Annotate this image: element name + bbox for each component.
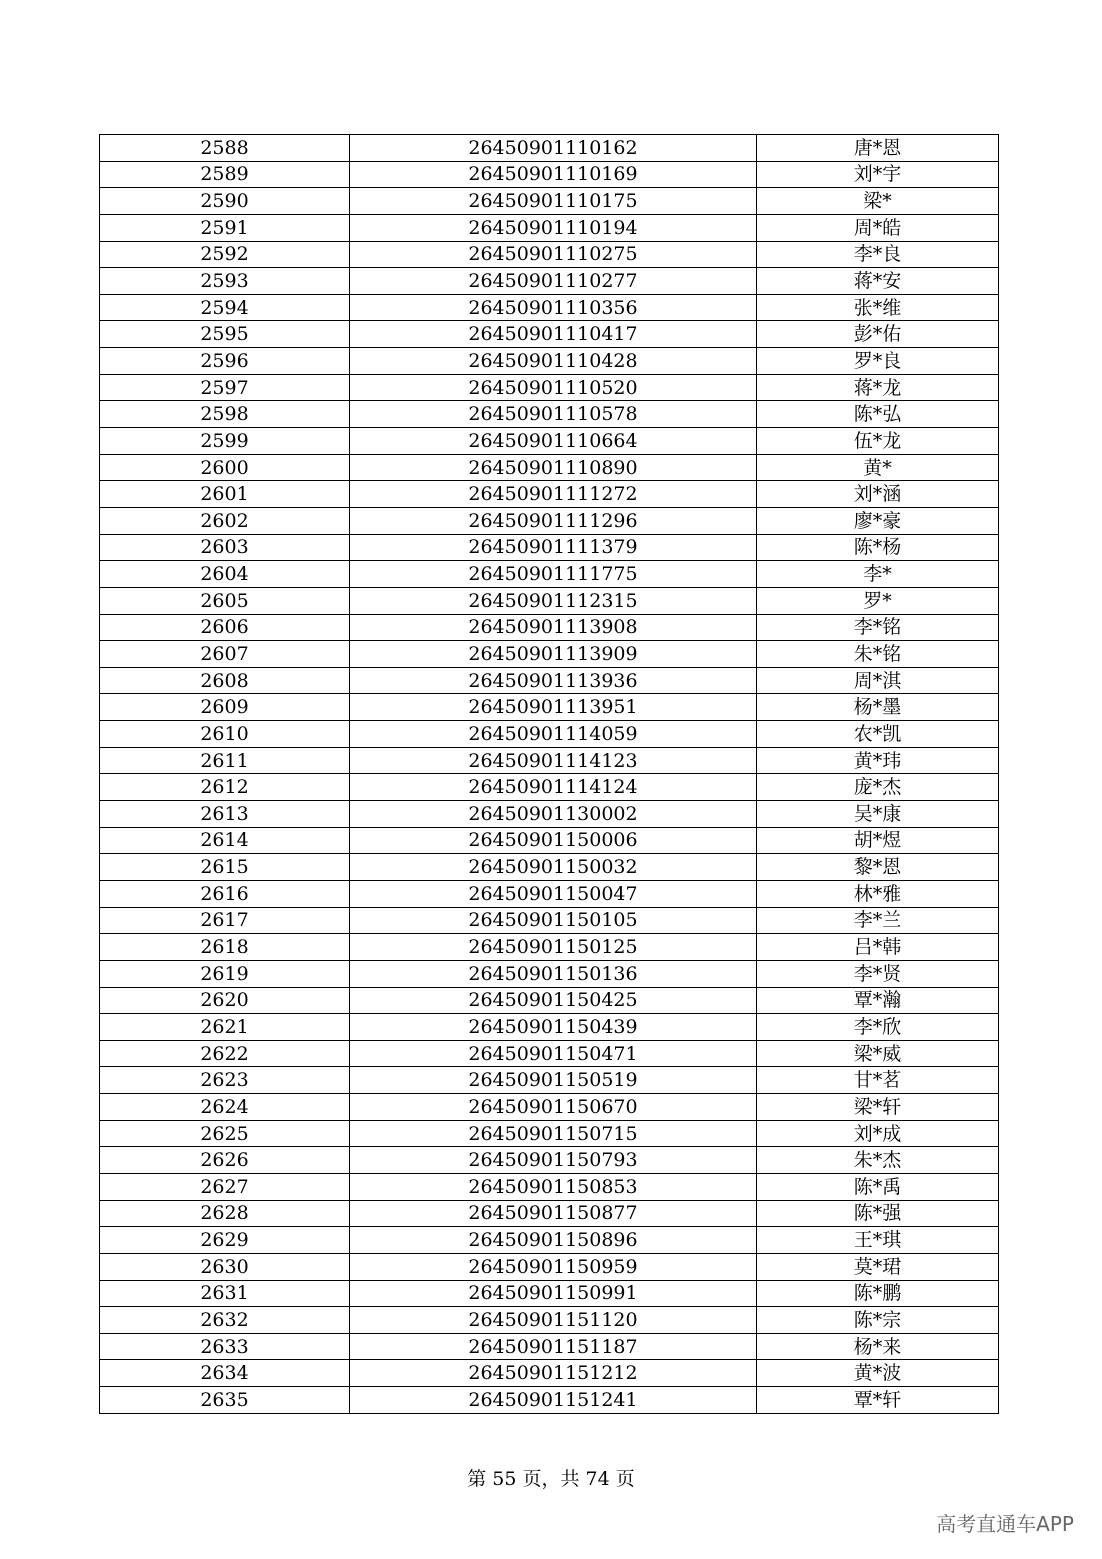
table-row — [100, 348, 999, 375]
candidate-id-cell: 26450901110664 — [350, 428, 757, 455]
row-number-cell: 2617 — [100, 907, 350, 934]
row-number-cell: 2634 — [100, 1360, 350, 1387]
name-cell: 朱*铭 — [757, 641, 999, 668]
candidate-id-cell: 26450901110356 — [350, 294, 757, 321]
name-cell: 吴*康 — [757, 801, 999, 828]
table-row — [100, 294, 999, 321]
row-number-cell: 2603 — [100, 534, 350, 561]
row-number-cell: 2621 — [100, 1014, 350, 1041]
table-row — [100, 827, 999, 854]
name-cell: 庞*杰 — [757, 774, 999, 801]
candidate-id-cell: 26450901114059 — [350, 721, 757, 748]
name-cell: 朱*杰 — [757, 1147, 999, 1174]
candidate-id-cell: 26450901150793 — [350, 1147, 757, 1174]
row-number-cell: 2595 — [100, 321, 350, 348]
name-cell: 李*欣 — [757, 1014, 999, 1041]
row-number-cell: 2628 — [100, 1200, 350, 1227]
table-row — [100, 880, 999, 907]
page-footer: 第 55 页，共 74 页 — [467, 1468, 635, 1490]
row-number-cell: 2591 — [100, 214, 350, 241]
name-cell: 林*雅 — [757, 880, 999, 907]
table-row — [100, 241, 999, 268]
table-row — [100, 1360, 999, 1387]
table-row — [100, 1200, 999, 1227]
table-row — [100, 1387, 999, 1414]
table-row — [100, 401, 999, 428]
name-cell: 李*铭 — [757, 614, 999, 641]
candidate-id-cell: 26450901150105 — [350, 907, 757, 934]
name-cell: 刘*宇 — [757, 161, 999, 188]
name-cell: 农*凯 — [757, 721, 999, 748]
candidate-id-cell: 26450901110578 — [350, 401, 757, 428]
table-row — [100, 934, 999, 961]
row-number-cell: 2593 — [100, 268, 350, 295]
row-number-cell: 2606 — [100, 614, 350, 641]
roster-table — [99, 134, 999, 1414]
candidate-id-cell: 26450901150125 — [350, 934, 757, 961]
name-cell: 陈*弘 — [757, 401, 999, 428]
row-number-cell: 2589 — [100, 161, 350, 188]
row-number-cell: 2613 — [100, 801, 350, 828]
name-cell: 廖*豪 — [757, 507, 999, 534]
table-row — [100, 428, 999, 455]
name-cell: 覃*瀚 — [757, 987, 999, 1014]
candidate-id-cell: 26450901114123 — [350, 747, 757, 774]
candidate-id-cell: 26450901110428 — [350, 348, 757, 375]
candidate-id-cell: 26450901150853 — [350, 1173, 757, 1200]
name-cell: 蒋*龙 — [757, 374, 999, 401]
table-row — [100, 960, 999, 987]
candidate-id-cell: 26450901151212 — [350, 1360, 757, 1387]
name-cell: 杨*墨 — [757, 694, 999, 721]
row-number-cell: 2609 — [100, 694, 350, 721]
row-number-cell: 2614 — [100, 827, 350, 854]
candidate-id-cell: 26450901150006 — [350, 827, 757, 854]
candidate-id-cell: 26450901111296 — [350, 507, 757, 534]
name-cell: 梁* — [757, 188, 999, 215]
candidate-id-cell: 26450901110520 — [350, 374, 757, 401]
name-cell: 刘*涵 — [757, 481, 999, 508]
candidate-id-cell: 26450901113936 — [350, 667, 757, 694]
candidate-id-cell: 26450901112315 — [350, 587, 757, 614]
row-number-cell: 2615 — [100, 854, 350, 881]
table-row — [100, 374, 999, 401]
row-number-cell: 2622 — [100, 1040, 350, 1067]
candidate-id-cell: 26450901150959 — [350, 1253, 757, 1280]
table-row — [100, 214, 999, 241]
name-cell: 陈*宗 — [757, 1307, 999, 1334]
table-row — [100, 321, 999, 348]
table-row — [100, 854, 999, 881]
candidate-id-cell: 26450901151187 — [350, 1333, 757, 1360]
candidate-id-cell: 26450901110162 — [350, 135, 757, 162]
candidate-id-cell: 26450901114124 — [350, 774, 757, 801]
name-cell: 罗* — [757, 587, 999, 614]
candidate-id-cell: 26450901110277 — [350, 268, 757, 295]
table-row — [100, 587, 999, 614]
name-cell: 唐*恩 — [757, 135, 999, 162]
row-number-cell: 2598 — [100, 401, 350, 428]
table-row — [100, 1333, 999, 1360]
name-cell: 覃*轩 — [757, 1387, 999, 1414]
candidate-id-cell: 26450901150032 — [350, 854, 757, 881]
name-cell: 伍*龙 — [757, 428, 999, 455]
candidate-id-cell: 26450901150136 — [350, 960, 757, 987]
row-number-cell: 2596 — [100, 348, 350, 375]
table-row — [100, 1120, 999, 1147]
name-cell: 甘*茗 — [757, 1067, 999, 1094]
candidate-id-cell: 26450901151120 — [350, 1307, 757, 1334]
row-number-cell: 2635 — [100, 1387, 350, 1414]
row-number-cell: 2605 — [100, 587, 350, 614]
table-row — [100, 721, 999, 748]
candidate-id-cell: 26450901113951 — [350, 694, 757, 721]
name-cell: 李*兰 — [757, 907, 999, 934]
table-row — [100, 1147, 999, 1174]
table-row — [100, 161, 999, 188]
candidate-id-cell: 26450901150896 — [350, 1227, 757, 1254]
name-cell: 李* — [757, 561, 999, 588]
roster-table-body — [100, 135, 999, 1414]
roster-table-container — [99, 134, 998, 1414]
name-cell: 罗*良 — [757, 348, 999, 375]
table-row — [100, 1307, 999, 1334]
table-row — [100, 188, 999, 215]
candidate-id-cell: 26450901110175 — [350, 188, 757, 215]
table-row — [100, 534, 999, 561]
table-row — [100, 1227, 999, 1254]
candidate-id-cell: 26450901111379 — [350, 534, 757, 561]
candidate-id-cell: 26450901110417 — [350, 321, 757, 348]
name-cell: 陈*强 — [757, 1200, 999, 1227]
candidate-id-cell: 26450901110890 — [350, 454, 757, 481]
row-number-cell: 2631 — [100, 1280, 350, 1307]
candidate-id-cell: 26450901150425 — [350, 987, 757, 1014]
candidate-id-cell: 26450901150047 — [350, 880, 757, 907]
row-number-cell: 2632 — [100, 1307, 350, 1334]
candidate-id-cell: 26450901151241 — [350, 1387, 757, 1414]
name-cell: 梁*威 — [757, 1040, 999, 1067]
row-number-cell: 2627 — [100, 1173, 350, 1200]
table-row — [100, 1040, 999, 1067]
table-row — [100, 667, 999, 694]
row-number-cell: 2616 — [100, 880, 350, 907]
row-number-cell: 2604 — [100, 561, 350, 588]
table-row — [100, 1014, 999, 1041]
candidate-id-cell: 26450901150715 — [350, 1120, 757, 1147]
table-row — [100, 1253, 999, 1280]
table-row — [100, 561, 999, 588]
candidate-id-cell: 26450901110169 — [350, 161, 757, 188]
row-number-cell: 2633 — [100, 1333, 350, 1360]
table-row — [100, 1173, 999, 1200]
row-number-cell: 2618 — [100, 934, 350, 961]
name-cell: 陈*杨 — [757, 534, 999, 561]
name-cell: 黄* — [757, 454, 999, 481]
row-number-cell: 2600 — [100, 454, 350, 481]
candidate-id-cell: 26450901111775 — [350, 561, 757, 588]
table-row — [100, 1280, 999, 1307]
row-number-cell: 2611 — [100, 747, 350, 774]
watermark: 高考直通车APP — [936, 1512, 1074, 1536]
candidate-id-cell: 26450901110275 — [350, 241, 757, 268]
table-row — [100, 747, 999, 774]
candidate-id-cell: 26450901111272 — [350, 481, 757, 508]
candidate-id-cell: 26450901150670 — [350, 1094, 757, 1121]
name-cell: 李*贤 — [757, 960, 999, 987]
row-number-cell: 2630 — [100, 1253, 350, 1280]
candidate-id-cell: 26450901110194 — [350, 214, 757, 241]
name-cell: 李*良 — [757, 241, 999, 268]
name-cell: 彭*佑 — [757, 321, 999, 348]
candidate-id-cell: 26450901150439 — [350, 1014, 757, 1041]
row-number-cell: 2625 — [100, 1120, 350, 1147]
candidate-id-cell: 26450901113909 — [350, 641, 757, 668]
table-row — [100, 268, 999, 295]
name-cell: 吕*韩 — [757, 934, 999, 961]
row-number-cell: 2601 — [100, 481, 350, 508]
row-number-cell: 2619 — [100, 960, 350, 987]
name-cell: 黎*恩 — [757, 854, 999, 881]
row-number-cell: 2626 — [100, 1147, 350, 1174]
name-cell: 梁*轩 — [757, 1094, 999, 1121]
row-number-cell: 2597 — [100, 374, 350, 401]
row-number-cell: 2624 — [100, 1094, 350, 1121]
table-row — [100, 774, 999, 801]
name-cell: 刘*成 — [757, 1120, 999, 1147]
table-row — [100, 135, 999, 162]
row-number-cell: 2590 — [100, 188, 350, 215]
row-number-cell: 2610 — [100, 721, 350, 748]
table-row — [100, 454, 999, 481]
row-number-cell: 2592 — [100, 241, 350, 268]
table-row — [100, 481, 999, 508]
name-cell: 陈*鹏 — [757, 1280, 999, 1307]
name-cell: 张*维 — [757, 294, 999, 321]
name-cell: 杨*来 — [757, 1333, 999, 1360]
row-number-cell: 2620 — [100, 987, 350, 1014]
table-row — [100, 907, 999, 934]
name-cell: 周*淇 — [757, 667, 999, 694]
table-row — [100, 641, 999, 668]
candidate-id-cell: 26450901130002 — [350, 801, 757, 828]
row-number-cell: 2623 — [100, 1067, 350, 1094]
row-number-cell: 2594 — [100, 294, 350, 321]
name-cell: 陈*禹 — [757, 1173, 999, 1200]
candidate-id-cell: 26450901150519 — [350, 1067, 757, 1094]
candidate-id-cell: 26450901113908 — [350, 614, 757, 641]
table-row — [100, 801, 999, 828]
table-row — [100, 1094, 999, 1121]
table-row — [100, 614, 999, 641]
table-row — [100, 694, 999, 721]
name-cell: 莫*珺 — [757, 1253, 999, 1280]
row-number-cell: 2612 — [100, 774, 350, 801]
row-number-cell: 2607 — [100, 641, 350, 668]
row-number-cell: 2599 — [100, 428, 350, 455]
name-cell: 蒋*安 — [757, 268, 999, 295]
row-number-cell: 2608 — [100, 667, 350, 694]
row-number-cell: 2602 — [100, 507, 350, 534]
name-cell: 黄*波 — [757, 1360, 999, 1387]
row-number-cell: 2629 — [100, 1227, 350, 1254]
candidate-id-cell: 26450901150471 — [350, 1040, 757, 1067]
name-cell: 周*皓 — [757, 214, 999, 241]
name-cell: 黄*玮 — [757, 747, 999, 774]
row-number-cell: 2588 — [100, 135, 350, 162]
candidate-id-cell: 26450901150877 — [350, 1200, 757, 1227]
candidate-id-cell: 26450901150991 — [350, 1280, 757, 1307]
name-cell: 胡*煜 — [757, 827, 999, 854]
table-row — [100, 1067, 999, 1094]
table-row — [100, 987, 999, 1014]
table-row — [100, 507, 999, 534]
name-cell: 王*琪 — [757, 1227, 999, 1254]
